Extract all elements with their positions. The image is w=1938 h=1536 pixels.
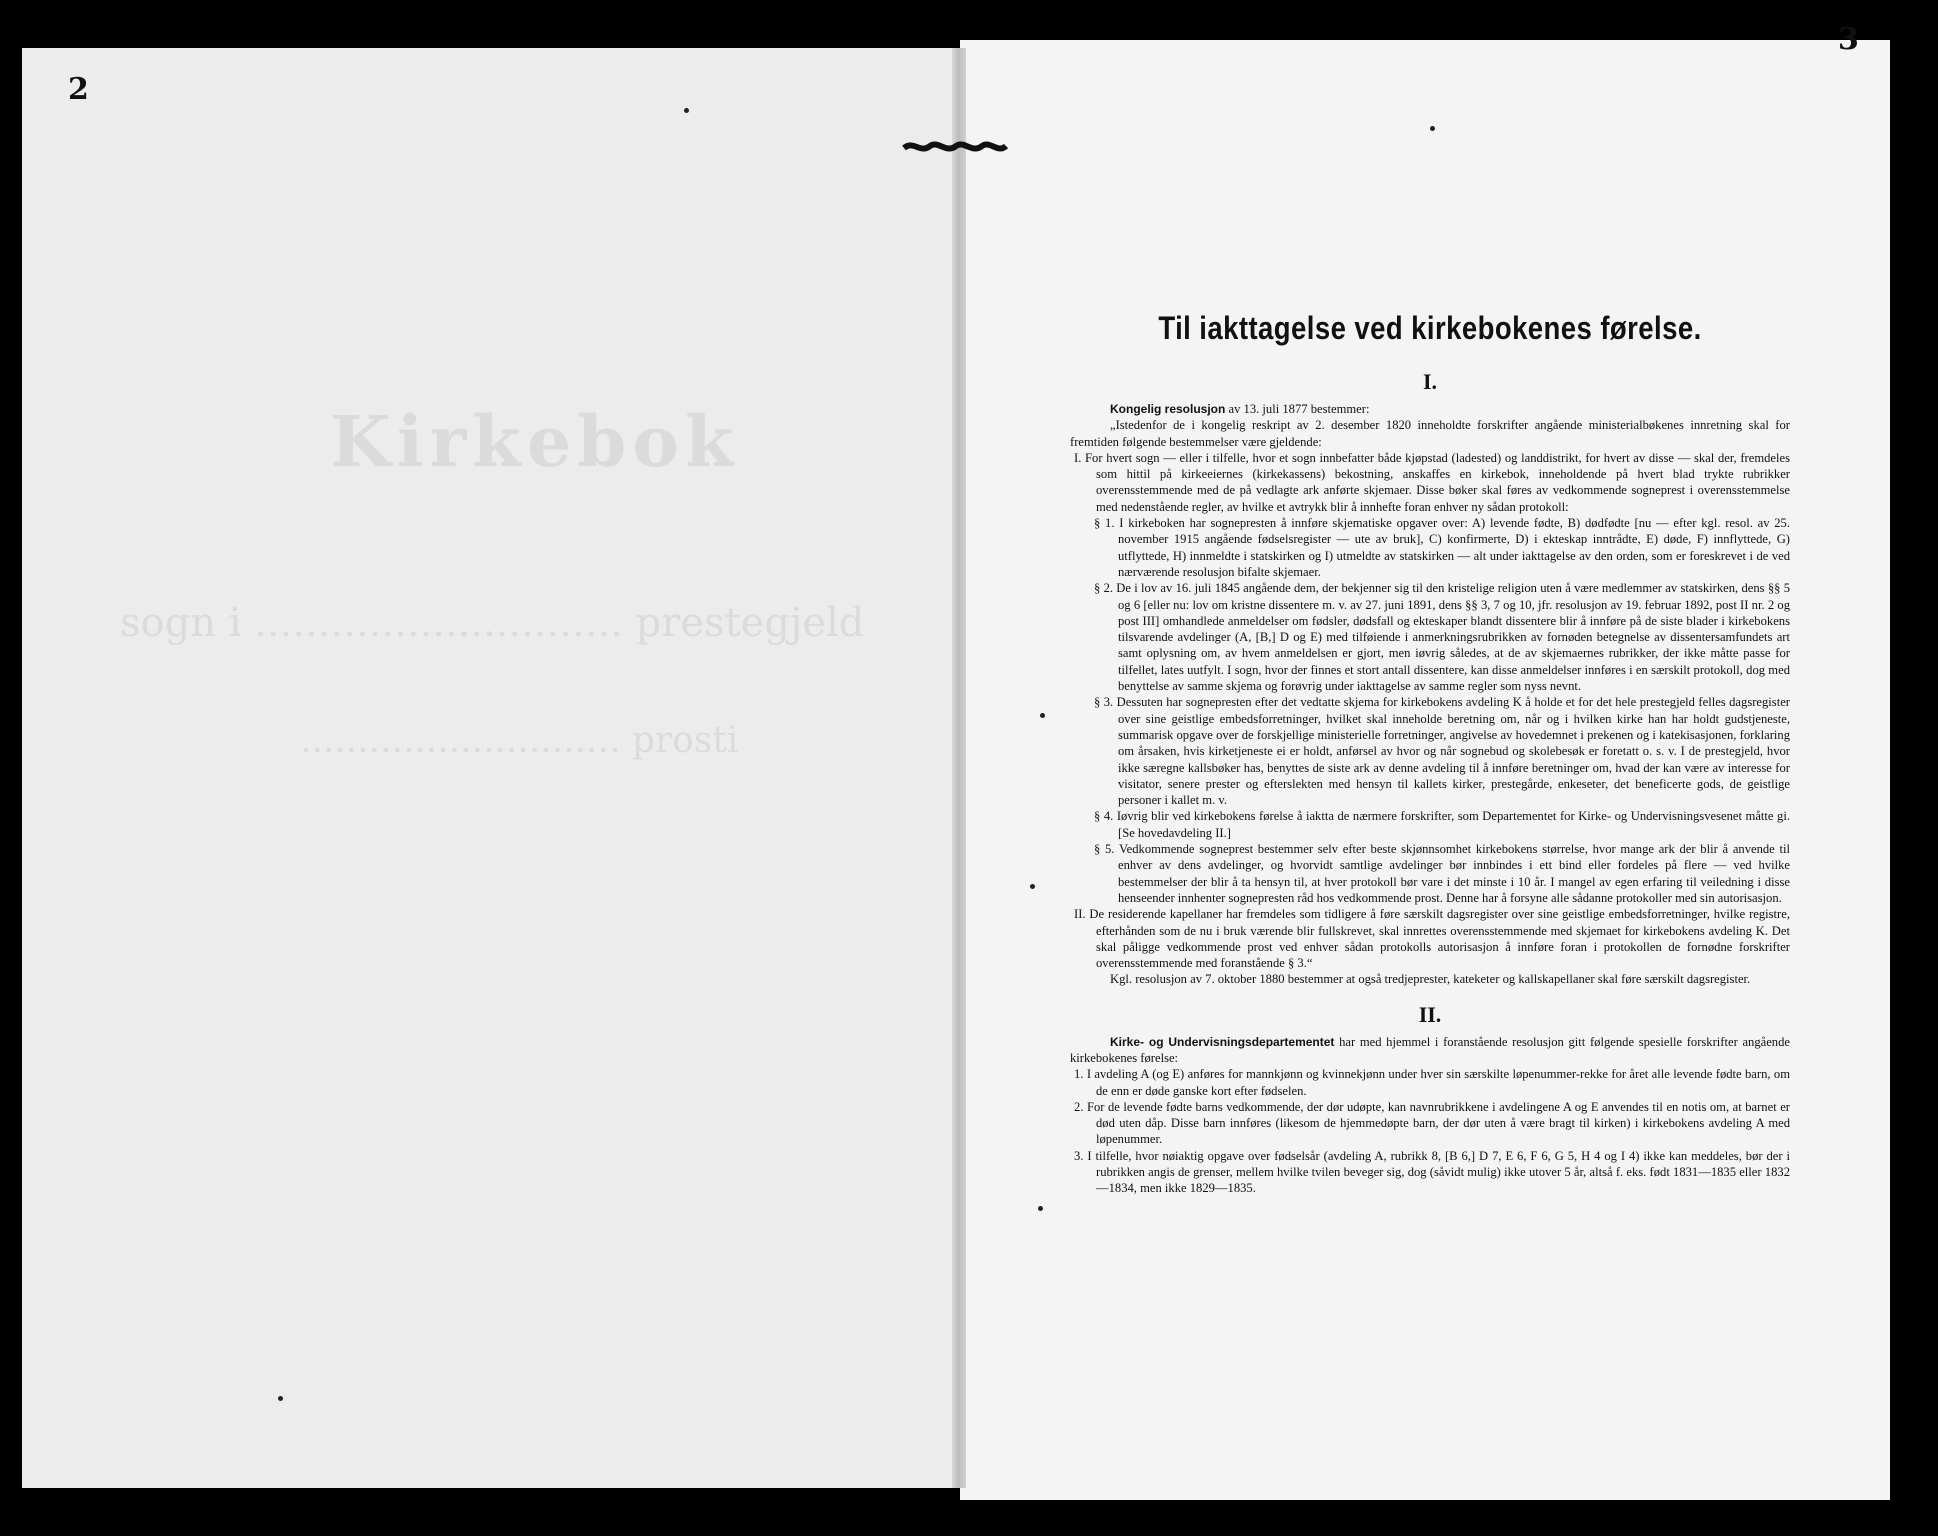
speck bbox=[1430, 126, 1435, 131]
binding-clip bbox=[900, 138, 1008, 156]
left-page-number: 2 bbox=[68, 72, 89, 107]
section-heading: I. bbox=[1422, 369, 1438, 394]
paragraph-section-4: § 4. Iøvrig blir ved kirkebokens førelse å iaktta de nærmere forskrifter, som Departementet for Kirke- og Undervisningsvesenet måtte gi. [Se hovedavdeling II.] bbox=[1094, 809, 1790, 840]
left-page bbox=[22, 48, 980, 1488]
regulations-text bbox=[1070, 310, 1790, 1197]
list-item: 3. I tilfelle, hvor nøiaktig opgave over fødselsår (avdeling A, rubrikk 8, [B 6,] D 7, E 6, F 6, G 5, H 4 og I 4) ikke kan meddeles, bør der i rubrikken angis de grenser, mellem hvilke tvilen beveger sig, dog (såvidt mulig) ikke utover 5 år, altså f. eks. født 1831—1835 eller 1832—1834, men ikke 1829—1835. bbox=[1074, 1148, 1790, 1196]
speck bbox=[1040, 713, 1045, 718]
list-item: 1. I avdeling A (og E) anføres for mannkjønn og kvinnekjønn under hver sin særskilte løpenummer-rekke for året alle levende fødte barn, om de enn er døde ganske kort efter fødselen. bbox=[1074, 1067, 1790, 1098]
paragraph: Kongelig resolusjon av 13. juli 1877 bestemmer: bbox=[1110, 402, 1370, 416]
bold-lead: Kirke- og Undervisningsdepartementet bbox=[1110, 1034, 1335, 1049]
bleed-through-text: sogn i ............................. prestegjeld bbox=[120, 600, 865, 646]
book-spine bbox=[952, 48, 966, 1488]
bleed-through-text: ............................ prosti bbox=[300, 720, 739, 761]
speck bbox=[278, 1396, 283, 1401]
paragraph: „Istedenfor de i kongelig reskript av 2. desember 1820 inneholdte forskrifter angående ministerialbøkenes innretning skal for fremtiden følgende bestemmelser være gjeldende: bbox=[1070, 418, 1790, 449]
right-page-number: 3 bbox=[1838, 22, 1859, 57]
page-title: Til iakttagelse ved kirkebokenes førelse. bbox=[1158, 310, 1702, 346]
list-item: 2. For de levende fødte barns vedkommende, der dør udøpte, kan navnrubrikkene i avdelingene A og E anvendes til en notis om, at barnet er død uten dåp. Disse barn innføres (likesom de hjemmedøpte barn, der dør uten å være bragt til kirken) i kirkebokens avdeling A med løpenummer. bbox=[1074, 1099, 1790, 1147]
speck bbox=[1030, 884, 1035, 889]
paragraph-section-5: § 5. Vedkommende sogneprest bestemmer selv efter beste skjønnsomhet kirkebokens størrelse, hvor mange ark der blir å anvende til enhver av dens avdelinger, og hvorvidt samtlige avdelinger bør innbindes i ett bind eller fordeles på flere — ved hvilke bestemmelser der blir å ta hensyn til, at hver protokoll bør vare i det minste i 10 år. I mangel av egen erfaring til veiledning i disse henseender innhenter sognepresten råd hos vedkommende prost. Denne har å forsyne alle sådanne protokoller med sin autorisasjon. bbox=[1094, 842, 1790, 905]
speck bbox=[1038, 1206, 1043, 1211]
paragraph-section-3: § 3. Dessuten har sognepresten efter det vedtatte skjema for kirkebokens avdeling K å holde et for det hele prestegjeld felles dagsregister over sine geistlige embedsforretninger, hvilket skal inneholde beretning om, når og i hvilken kirke han har holdt gudstjeneste, summarisk opgave over de forskjellige ministerielle forretninger, angivelse av hovedemnet i prekenen og i katekisasjonen, forklaring om årsaken, hvis kirketjeneste ei er holdt, anførsel av hvor og når sognebud og skolebesøk er foretatt o. s. v. I de prestegjeld, hvor ikke særegne kallsbøker has, benyttes de siste ark av denne avdeling til å innføre beretninger om, hvad der kan være av interesse for visitator, senere prester og efterslekten med hensyn til kallets kirker, prestegårde, enkeseter, det beneficerte gods, de geistlige personer i kallet m. v. bbox=[1094, 695, 1790, 808]
bleed-through-text: Kirkebok bbox=[330, 400, 740, 483]
paragraph-section-1: § 1. I kirkeboken har sognepresten å innføre skjematiske opgaver over: A) levende fødte, B) dødfødte [nu — efter kgl. resol. av 25. november 1915 angående fødselsregister — ute av bruk], C) konfirmerte, D) i ekteskap inntrådte, E) døde, F) innflyttede, G) utflyttede, H) innmeldte i statskirken og I) utmeldte av statskirken — alt under iakttagelse av den orden, som er foreskrevet i de ved nærværende resolusjon bifalte skjemaer. bbox=[1094, 516, 1790, 579]
section-heading: II. bbox=[1418, 1001, 1442, 1027]
paragraph-section-2: § 2. De i lov av 16. juli 1845 angående dem, der bekjenner sig til den kristelige religion uten å være medlemmer av statskirken, dens §§ 5 og 6 [eller nu: lov om kristne dissentere m. v. av 27. juni 1891, dens §§ 3, 7 og 10, jfr. resolusjon av 19. februar 1892, post II nr. 2 og post III] omhandlede anmeldelser om fødsler, dødsfall og ekteskaper blandt dissentere blir å innføre på de siste blader i kirkebokens tilsvarende avdelinger (A, [B,] D og E) med tilføiende i anmerkningsrubrikken av fornøden betegnelse av dissentersamfundets art samt oplysning om, av hvem anmeldelsen er gjort, men iøvrig således, at de av skjemaernes rubrikker, der ikke måtte passe for tilfellet, lates uutfylt. I sogn, hvor der finnes et stort antall dissentere, kan disse anmeldelser innføres i en særskilt protokoll, dog med benyttelse av samme skjema og forøvrig under iakttagelse av samme regler som nyss nevnt. bbox=[1094, 581, 1790, 694]
paragraph: Kgl. resolusjon av 7. oktober 1880 bestemmer at også tredjeprester, kateketer og kallskapellaner skal føre særskilt dagsregister. bbox=[1110, 972, 1751, 987]
bold-lead: Kongelig resolusjon bbox=[1110, 402, 1226, 416]
paragraph: Kirke- og Undervisningsdepartementet har med hjemmel i foranstående resolusjon gitt følgende spesielle forskrifter angående kirkebokenes førelse: bbox=[1070, 1034, 1790, 1065]
speck bbox=[684, 108, 689, 113]
paragraph: II. De residerende kapellaner har fremdeles som tidligere å føre særskilt dagsregister over sine geistlige embedsforretninger, hvilke registre, efterhånden som de nu i bruk værende blir fullskrevet, skal innrettes overensstemmende med skjemaet for kirkebokens avdeling K. Det skal påligge vedkommende prost ved enhver sådan protokolls autorisasjon å innføre foran i protokollen de fornødne forskrifter overensstemmende med foranstående § 3.“ bbox=[1074, 907, 1790, 971]
paragraph: I. For hvert sogn — eller i tilfelle, hvor et sogn innbefatter både kjøpstad (ladested) og landdistrikt, for hvert av disse — skal der, fremdeles som hittil på kirkeeiernes (kirkekassens) bekostning, anskaffes en kirkebok, inneholdende på hvert blad trykte rubrikker overensstemmende med de på vedlagte ark anførte skjemaer. Disse bøker skal føres av vedkommende sogneprest i overensstemmelse med nedenstående regler, av hvilke et avtrykk blir å innhefte foran enhver ny sådan protokoll: bbox=[1074, 450, 1790, 514]
